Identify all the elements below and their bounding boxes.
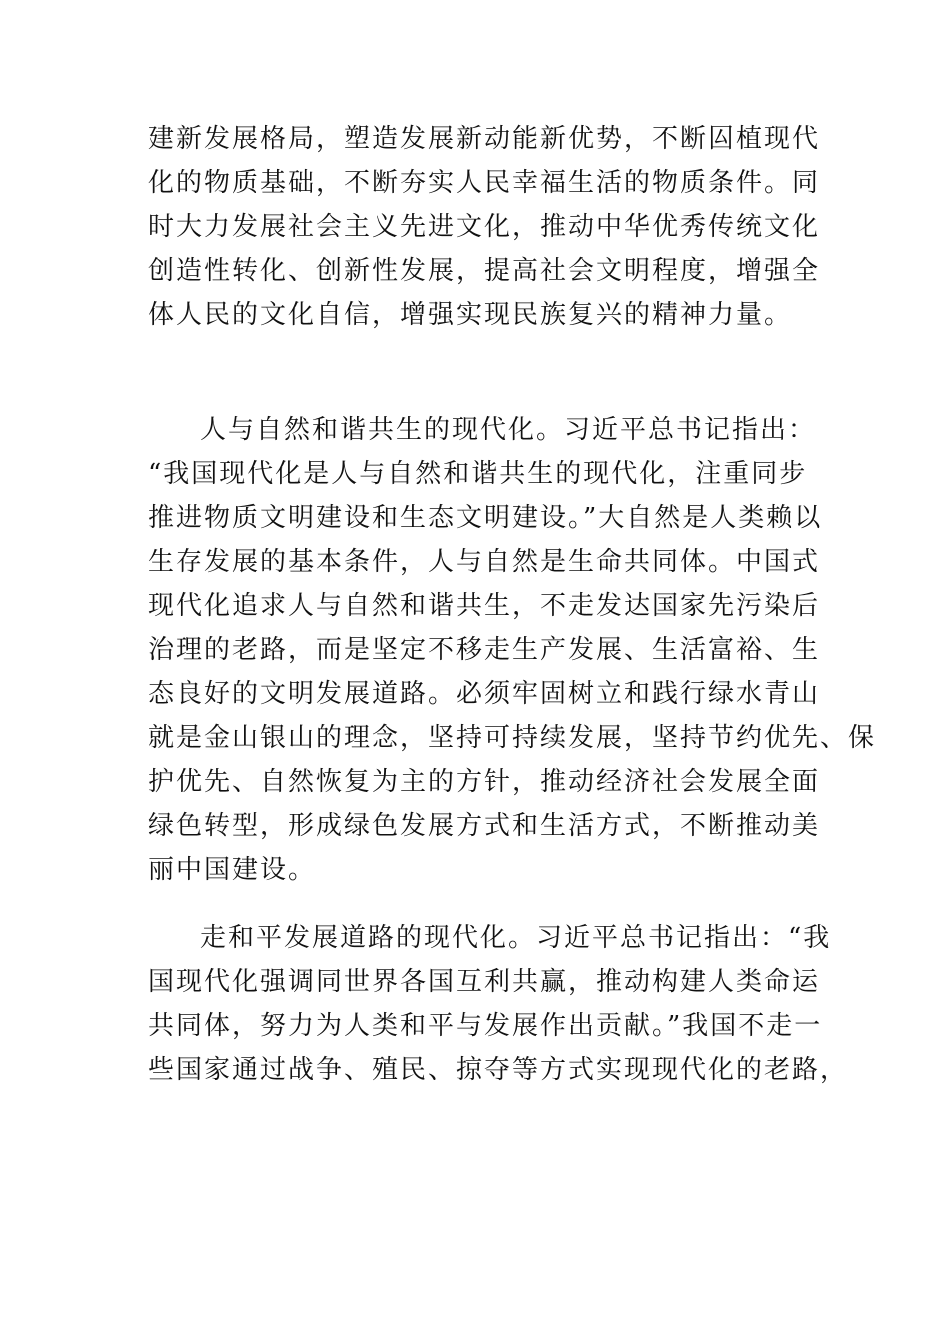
text-line: 治理的老路，而是坚定不移走生产发展、生活富裕、生: [148, 635, 821, 665]
text-line: 生存发展的基本条件，人与自然是生命共同体。中国式: [148, 547, 821, 577]
paragraph-peaceful-development: [148, 916, 849, 1092]
text-line: 共同体，努力为人类和平与发展作出贡献。”我国不走一: [148, 1011, 823, 1041]
text-line: 走和平发展道路的现代化。习近平总书记指出：“我: [200, 923, 832, 953]
text-line: 态良好的文明发展道路。必须牢固树立和践行绿水青山: [148, 679, 821, 709]
text-line: 推进物质文明建设和生态文明建设。”大自然是人类赖以: [148, 503, 823, 533]
text-line: 现代化追求人与自然和谐共生，不走发达国家先污染后: [148, 591, 821, 621]
text-line: 化的物质基础，不断夯实人民幸福生活的物质条件。同: [148, 168, 821, 198]
text-line: “我国现代化是人与自然和谐共生的现代化，注重同步: [148, 459, 808, 489]
text-line: 创造性转化、创新性发展，提高社会文明程度，增强全: [148, 256, 821, 286]
text-line: 时大力发展社会主义先进文化，推动中华优秀传统文化: [148, 212, 821, 242]
text-line: 丽中国建设。: [148, 855, 317, 885]
text-line: 建新发展格局，塑造发展新动能新优势，不断囜植现代: [148, 124, 821, 154]
text-line: 绿色转型，形成绿色发展方式和生活方式，不断推动美: [148, 811, 821, 841]
text-line: 国现代化强调同世界各国互利共赢，推动构建人类命运: [148, 967, 821, 997]
paragraph-harmony-with-nature: [148, 408, 877, 892]
text-line: 护优先、自然恢复为主的方针，推动经济社会发展全面: [148, 767, 821, 797]
text-line: 人与自然和谐共生的现代化。习近平总书记指出：: [200, 415, 817, 445]
paragraph-continuation: [148, 117, 828, 337]
text-line: 就是金山银山的理念，坚持可持续发展，坚持节约优先、保: [148, 723, 877, 753]
text-line: 些国家通过战争、殖民、掠夺等方式实现现代化的老路，: [148, 1055, 849, 1085]
text-line: 体人民的文化自信，增强实现民族复兴的精神力量。: [148, 300, 793, 330]
